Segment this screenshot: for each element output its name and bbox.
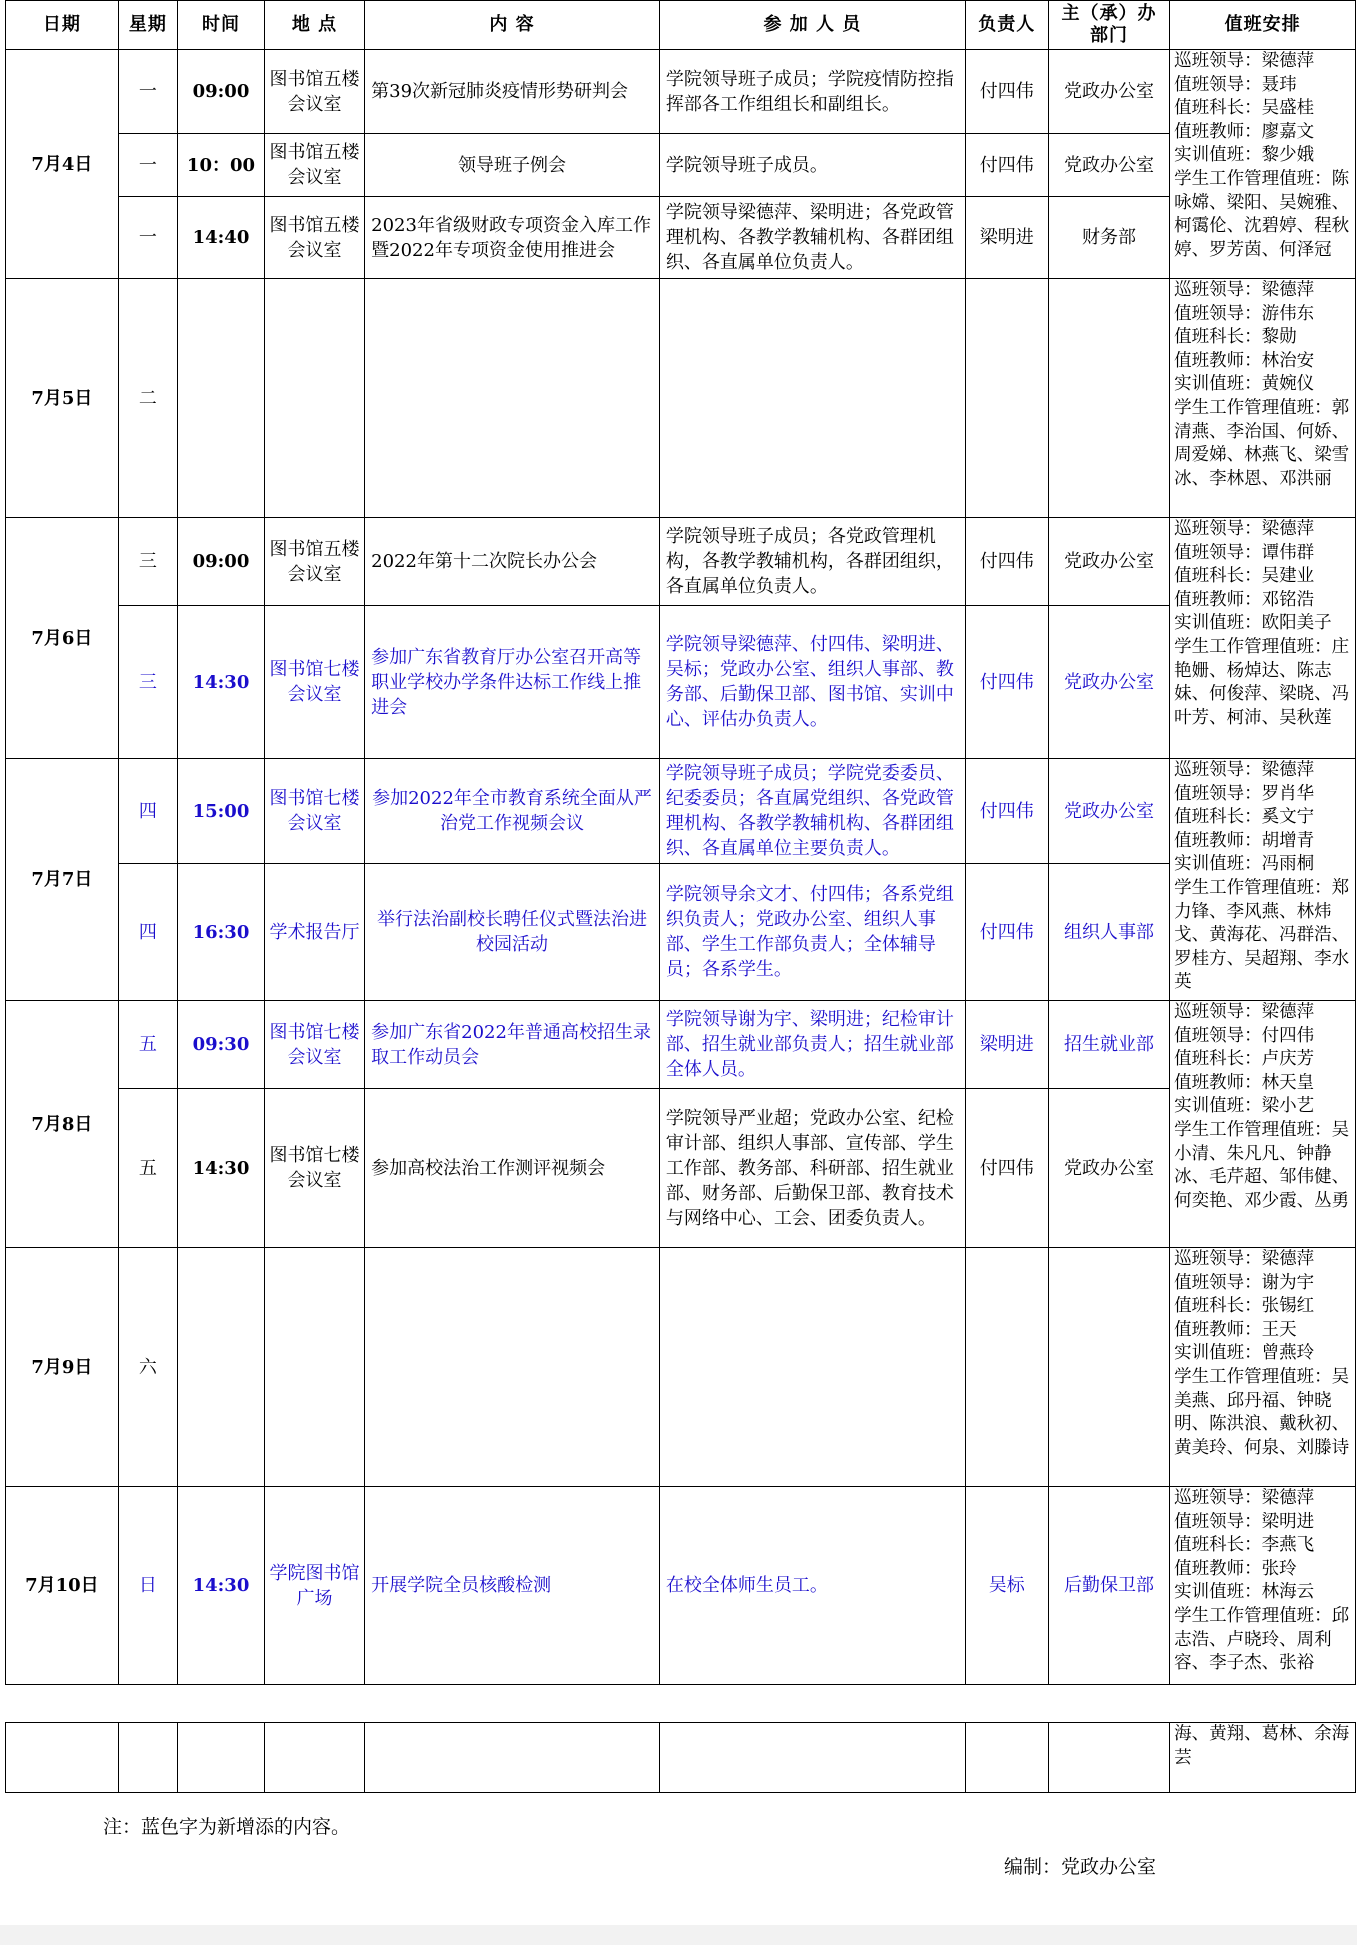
empty-cell — [1048, 1723, 1169, 1793]
dept-cell: 党政办公室 — [1048, 518, 1169, 606]
location-cell — [264, 1248, 364, 1487]
attendees-cell: 学院领导梁德萍、梁明进；各党政管理机构、各教学教辅机构、各群团组织、各直属单位负责人。 — [659, 197, 965, 279]
table-row — [6, 197, 1356, 279]
content-cell: 第39次新冠肺炎疫情形势研判会 — [365, 50, 660, 134]
location-cell: 图书馆五楼会议室 — [264, 50, 364, 134]
location-cell — [264, 279, 364, 518]
leader-cell: 付四伟 — [965, 1089, 1048, 1248]
duty-cell — [1170, 279, 1356, 518]
table-row — [6, 1723, 1356, 1793]
weekday-cell: 四 — [118, 864, 177, 1001]
empty-cell — [264, 1723, 364, 1793]
content-cell: 参加广东省教育厅办公室召开高等职业学校办学条件达标工作线上推进会 — [365, 606, 660, 759]
duty-text: 巡班领导：梁德萍 值班领导：罗肖华 值班科长：奚文宁 值班教师：胡增青 实训值班：冯雨桐 学生工作管理值班：郑力锋、李风燕、林炜戈、黄海花、冯群浩、罗桂方、吴超翔、李水英 — [1174, 760, 1350, 993]
time-cell: 14:30 — [178, 606, 265, 759]
time-cell: 15:00 — [178, 759, 265, 864]
attendees-cell: 学院领导严业超；党政办公室、纪检审计部、组织人事部、宣传部、学生工作部、教务部、科研部、招生就业部、财务部、后勤保卫部、教育技术与网络中心、工会、团委负责人。 — [659, 1089, 965, 1248]
location-cell: 图书馆七楼会议室 — [264, 1089, 364, 1248]
table-row — [6, 606, 1356, 759]
time-cell: 09:30 — [178, 1001, 265, 1089]
leader-cell: 付四伟 — [965, 518, 1048, 606]
leader-cell: 梁明进 — [965, 197, 1048, 279]
time-cell — [178, 1248, 265, 1487]
dept-cell: 党政办公室 — [1048, 759, 1169, 864]
leader-cell: 梁明进 — [965, 1001, 1048, 1089]
weekday-cell: 二 — [118, 279, 177, 518]
table-row — [6, 759, 1356, 864]
attendees-cell: 学院领导班子成员；学院疫情防控指挥部各工作组组长和副组长。 — [659, 50, 965, 134]
location-cell: 图书馆五楼会议室 — [264, 518, 364, 606]
date-cell: 7月10日 — [6, 1487, 119, 1685]
weekday-cell: 三 — [118, 518, 177, 606]
table-row — [6, 1001, 1356, 1089]
content-cell — [365, 1248, 660, 1487]
header-time: 时间 — [178, 1, 265, 50]
header-leader: 负责人 — [965, 1, 1048, 50]
date-cell: 7月9日 — [6, 1248, 119, 1487]
time-cell: 14:30 — [178, 1487, 265, 1685]
location-cell: 学术报告厅 — [264, 864, 364, 1001]
duty-cell — [1170, 1001, 1356, 1248]
table-row — [6, 518, 1356, 606]
date-cell: 7月6日 — [6, 518, 119, 759]
location-cell: 图书馆五楼会议室 — [264, 197, 364, 279]
time-cell: 09:00 — [178, 518, 265, 606]
content-cell: 2023年省级财政专项资金入库工作暨2022年专项资金使用推进会 — [365, 197, 660, 279]
time-cell: 09:00 — [178, 50, 265, 134]
attendees-cell: 学院领导谢为宇、梁明进；纪检审计部、招生就业部负责人；招生就业部全体人员。 — [659, 1001, 965, 1089]
leader-cell — [965, 1248, 1048, 1487]
time-cell — [178, 279, 265, 518]
duty-text: 巡班领导：梁德萍 值班领导：聂玮 值班科长：吴盛桂 值班教师：廖嘉文 实训值班：黎少娥 学生工作管理值班：陈咏嫦、梁阳、吴婉雅、柯霭伦、沈碧婷、程秋婷、罗芳茵、何泽冠 — [1174, 51, 1350, 260]
header-duty: 值班安排 — [1170, 1, 1356, 50]
table-row — [6, 1487, 1356, 1685]
content-cell — [365, 279, 660, 518]
location-cell: 学院图书馆广场 — [264, 1487, 364, 1685]
duty-text: 巡班领导：梁德萍 值班领导：谢为宇 值班科长：张锡红 值班教师：王天 实训值班：曾燕玲 学生工作管理值班：吴美燕、邱丹福、钟晓明、陈洪浪、戴秋初、黄美玲、何泉、刘滕诗 — [1174, 1249, 1350, 1458]
header-weekday: 星期 — [118, 1, 177, 50]
table-row — [6, 864, 1356, 1001]
leader-cell: 付四伟 — [965, 759, 1048, 864]
date-cell: 7月5日 — [6, 279, 119, 518]
location-cell: 图书馆七楼会议室 — [264, 1001, 364, 1089]
content-cell: 参加高校法治工作测评视频会 — [365, 1089, 660, 1248]
attendees-cell: 学院领导班子成员；各党政管理机构，各教学教辅机构，各群团组织，各直属单位负责人。 — [659, 518, 965, 606]
time-cell: 10：00 — [178, 134, 265, 197]
content-cell: 领导班子例会 — [365, 134, 660, 197]
header-content: 内 容 — [365, 1, 660, 50]
empty-cell — [365, 1723, 660, 1793]
weekday-cell: 日 — [118, 1487, 177, 1685]
dept-cell: 招生就业部 — [1048, 1001, 1169, 1089]
duty-cell — [1170, 1487, 1356, 1685]
leader-cell: 付四伟 — [965, 606, 1048, 759]
dept-cell: 党政办公室 — [1048, 606, 1169, 759]
date-cell: 7月8日 — [6, 1001, 119, 1248]
attendees-cell — [659, 1248, 965, 1487]
empty-cell — [118, 1723, 177, 1793]
empty-cell — [6, 1723, 119, 1793]
table-row — [6, 1248, 1356, 1487]
note-text: 注：蓝色字为新增添的内容。 — [103, 1816, 351, 1838]
empty-cell — [965, 1723, 1048, 1793]
dept-cell: 党政办公室 — [1048, 1089, 1169, 1248]
table-row — [6, 1089, 1356, 1248]
duty-continuation: 海、黄翔、葛林、余海芸 — [1170, 1723, 1356, 1793]
weekday-cell: 三 — [118, 606, 177, 759]
content-cell: 开展学院全员核酸检测 — [365, 1487, 660, 1685]
duty-cell — [1170, 50, 1356, 279]
location-cell: 图书馆五楼会议室 — [264, 134, 364, 197]
content-cell: 2022年第十二次院长办公会 — [365, 518, 660, 606]
duty-text: 巡班领导：梁德萍 值班领导：谭伟群 值班科长：吴建业 值班教师：邓铭浩 实训值班：欧阳美子 学生工作管理值班：庄艳姗、杨焯达、陈志妹、何俊萍、梁晓、冯叶芳、柯沛、吴秋莲 — [1174, 519, 1350, 728]
attendees-cell: 学院领导班子成员。 — [659, 134, 965, 197]
leader-cell: 吴标 — [965, 1487, 1048, 1685]
dept-cell: 党政办公室 — [1048, 50, 1169, 134]
attendees-cell: 学院领导余文才、付四伟；各系党组织负责人；党政办公室、组织人事部、学生工作部负责人；全体辅导员；各系学生。 — [659, 864, 965, 1001]
page-bottom-bar — [0, 1925, 1357, 1945]
leader-cell: 付四伟 — [965, 50, 1048, 134]
weekday-cell: 一 — [118, 134, 177, 197]
header-row — [6, 1, 1356, 50]
header-dept: 主（承）办部门 — [1048, 1, 1169, 50]
leader-cell: 付四伟 — [965, 134, 1048, 197]
dept-cell: 财务部 — [1048, 197, 1169, 279]
time-cell: 14:40 — [178, 197, 265, 279]
location-cell: 图书馆七楼会议室 — [264, 759, 364, 864]
table-row — [6, 279, 1356, 518]
header-location: 地 点 — [264, 1, 364, 50]
dept-cell: 后勤保卫部 — [1048, 1487, 1169, 1685]
weekday-cell: 六 — [118, 1248, 177, 1487]
dept-cell — [1048, 279, 1169, 518]
table-row — [6, 134, 1356, 197]
dept-cell: 党政办公室 — [1048, 134, 1169, 197]
content-cell: 参加广东省2022年普通高校招生录取工作动员会 — [365, 1001, 660, 1089]
header-date: 日期 — [6, 1, 119, 50]
table-row — [6, 50, 1356, 134]
attendees-cell: 学院领导班子成员；学院党委委员、纪委委员；各直属党组织、各党政管理机构、各教学教辅机构、各群团组织、各直属单位主要负责人。 — [659, 759, 965, 864]
content-cell: 参加2022年全市教育系统全面从严治党工作视频会议 — [365, 759, 660, 864]
continuation-table — [5, 1722, 1356, 1793]
duty-cell — [1170, 518, 1356, 759]
compiled-by: 编制：党政办公室 — [1004, 1856, 1157, 1878]
weekday-cell: 五 — [118, 1089, 177, 1248]
weekday-cell: 一 — [118, 197, 177, 279]
attendees-cell — [659, 279, 965, 518]
date-cell: 7月7日 — [6, 759, 119, 1001]
date-cell: 7月4日 — [6, 50, 119, 279]
time-cell: 14:30 — [178, 1089, 265, 1248]
header-attendees: 参 加 人 员 — [659, 1, 965, 50]
weekday-cell: 四 — [118, 759, 177, 864]
time-cell: 16:30 — [178, 864, 265, 1001]
attendees-cell: 在校全体师生员工。 — [659, 1487, 965, 1685]
attendees-cell: 学院领导梁德萍、付四伟、梁明进、吴标；党政办公室、组织人事部、教务部、后勤保卫部、图书馆、实训中心、评估办负责人。 — [659, 606, 965, 759]
dept-cell: 组织人事部 — [1048, 864, 1169, 1001]
schedule-table — [5, 0, 1356, 1685]
empty-cell — [178, 1723, 265, 1793]
dept-cell — [1048, 1248, 1169, 1487]
duty-text: 巡班领导：梁德萍 值班领导：游伟东 值班科长：黎勋 值班教师：林治安 实训值班：黄婉仪 学生工作管理值班：郭清燕、李治国、何娇、周爱娣、林燕飞、梁雪冰、李林恩、邓洪丽 — [1174, 280, 1350, 489]
duty-text: 巡班领导：梁德萍 值班领导：付四伟 值班科长：卢庆芳 值班教师：林天皇 实训值班：梁小艺 学生工作管理值班：吴小清、朱凡凡、钟静冰、毛芹超、邹伟健、何奕艳、邓少霞、丛勇 — [1174, 1002, 1350, 1211]
leader-cell — [965, 279, 1048, 518]
duty-cell — [1170, 759, 1356, 1001]
empty-cell — [659, 1723, 965, 1793]
duty-text: 巡班领导：梁德萍 值班领导：梁明进 值班科长：李燕飞 值班教师：张玲 实训值班：林海云 学生工作管理值班：邱志浩、卢晓玲、周利容、李子杰、张裕 — [1174, 1488, 1350, 1674]
duty-cell — [1170, 1248, 1356, 1487]
weekday-cell: 五 — [118, 1001, 177, 1089]
weekday-cell: 一 — [118, 50, 177, 134]
location-cell: 图书馆七楼会议室 — [264, 606, 364, 759]
leader-cell: 付四伟 — [965, 864, 1048, 1001]
content-cell: 举行法治副校长聘任仪式暨法治进校园活动 — [365, 864, 660, 1001]
